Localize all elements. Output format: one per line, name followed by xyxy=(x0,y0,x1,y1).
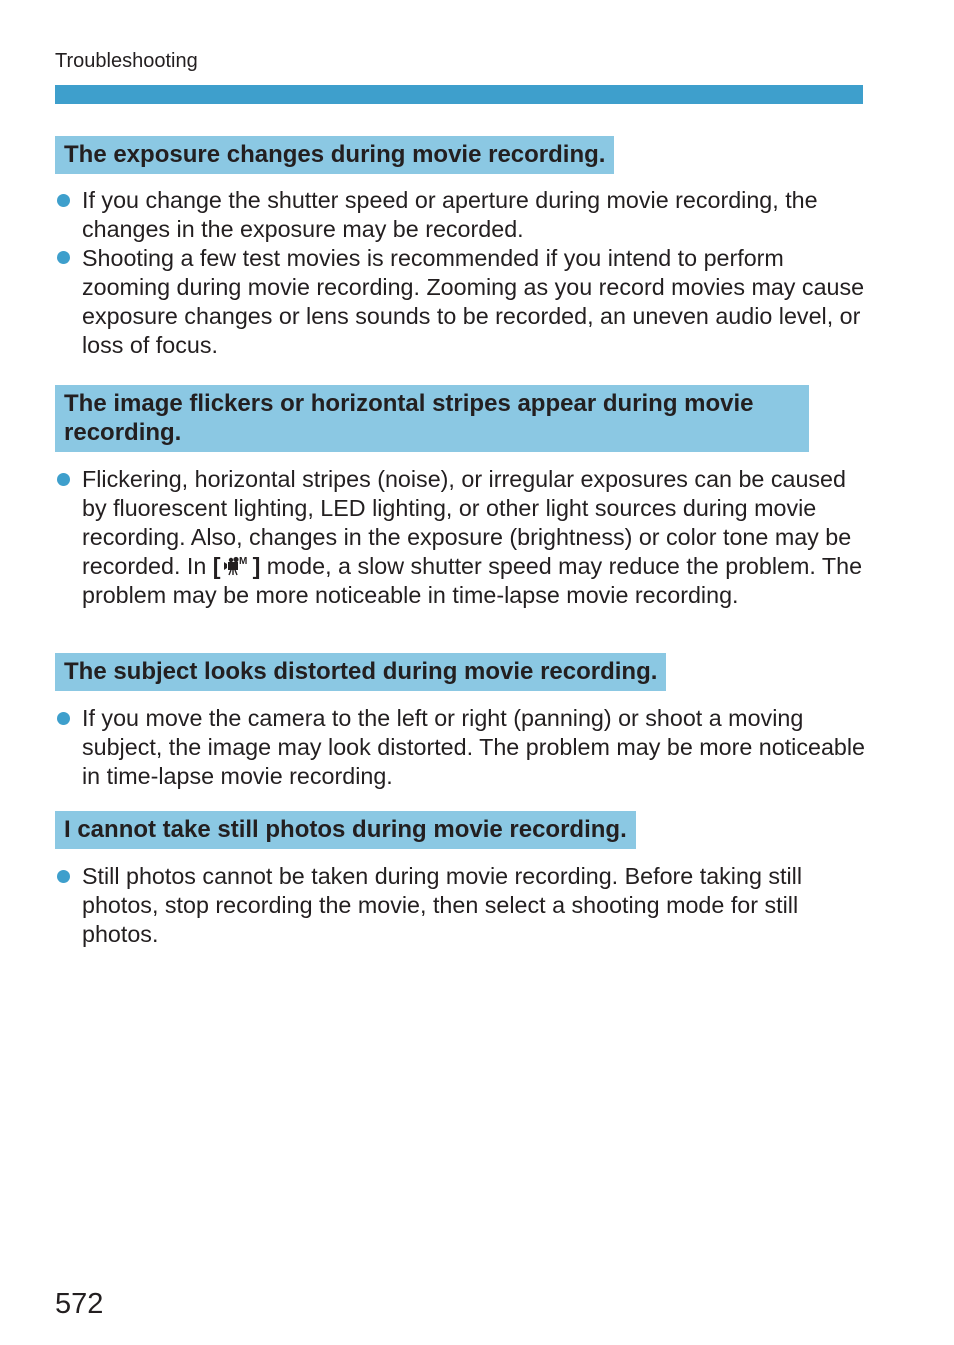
section-subject-distorted xyxy=(55,653,865,791)
section-heading: The image flickers or horizontal stripes appear during movie recording. xyxy=(55,385,809,452)
bullet-icon xyxy=(57,712,70,725)
section-heading: I cannot take still photos during movie recording. xyxy=(55,811,636,849)
bullet-icon xyxy=(57,870,70,883)
list-item xyxy=(55,244,865,360)
page-number: 572 xyxy=(55,1288,104,1320)
bracket-close: ] xyxy=(252,552,261,579)
section-heading: The subject looks distorted during movie recording. xyxy=(55,653,666,691)
bullet-icon xyxy=(57,194,70,207)
svg-text:M: M xyxy=(238,555,247,567)
page-header-label: Troubleshooting xyxy=(55,50,198,72)
list-item xyxy=(55,186,865,244)
list-item xyxy=(55,704,865,791)
item-text: mode, a slow shutter speed may reduce the problem. The problem may be more noticeable in time-lapse movie recording. xyxy=(82,552,863,608)
list-item xyxy=(55,862,865,949)
bullet-icon xyxy=(57,473,70,486)
header-rule xyxy=(55,85,863,104)
item-text: Shooting a few test movies is recommended if you intend to perform zooming during movie recording. Zooming as you record movies may cause exposure changes or lens sounds to be recorded, an uneven audio level, or loss of focus. xyxy=(82,244,865,358)
movie-manual-exposure-icon xyxy=(222,554,252,576)
item-text: Flickering, horizontal stripes (noise), or irregular exposures can be caused by fluorescent lighting, LED lighting, or other light sources during movie recording. Also, changes in the exposure (brightness) or color tone may be recorded. In xyxy=(82,466,852,579)
section-cannot-take-stills xyxy=(55,811,865,949)
list-item xyxy=(55,465,865,610)
item-text: If you move the camera to the left or right (panning) or shoot a moving subject, the image may look distorted. The problem may be more noticeable in time-lapse movie recording. xyxy=(82,705,866,789)
section-exposure-changes xyxy=(55,136,865,359)
bullet-icon xyxy=(57,251,70,264)
section-heading: The exposure changes during movie recording. xyxy=(55,136,614,174)
item-text: Still photos cannot be taken during movie recording. Before taking still photos, stop recording the movie, then select a shooting mode for still photos. xyxy=(82,863,803,947)
section-image-flickers xyxy=(55,385,865,610)
item-text: If you change the shutter speed or aperture during movie recording, the changes in the exposure may be recorded. xyxy=(82,187,818,242)
bracket-open: [ xyxy=(212,552,221,579)
